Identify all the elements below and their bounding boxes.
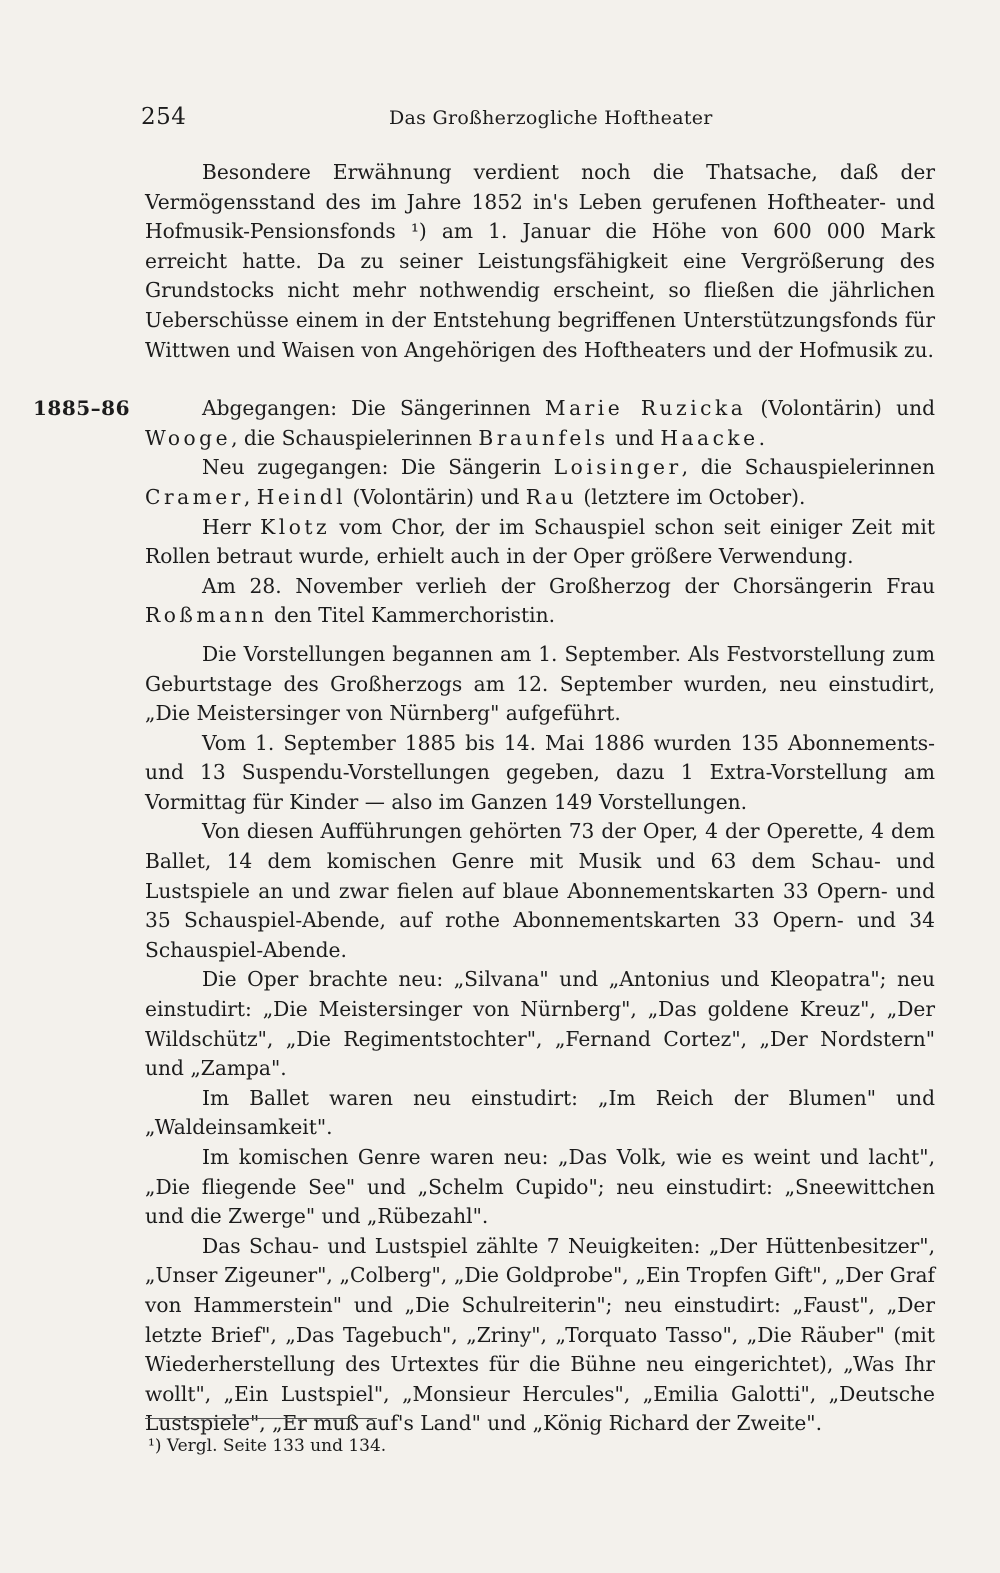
paragraph-rossmann: Am 28. November verlieh der Großherzog der Chorsängerin Frau Roßmann den Titel Kammerchoristin.	[145, 573, 935, 628]
running-title: Das Großherzogliche Hoftheater	[389, 107, 713, 129]
paragraph-arrivals: Neu zugegangen: Die Sängerin Loisinger, die Schauspielerinnen Cramer, Heindl (Volontärin) und Rau (letztere im October).	[145, 455, 935, 509]
person-name: Marie Ruzicka	[544, 396, 747, 421]
paragraph-season-start: Die Vorstellungen begannen am 1. September. Als Festvorstellung zum Geburtstage des Großherzogs am 12. September wurden, neu einstudirt, „Die Meistersinger von Nürnberg" aufgeführt.	[145, 641, 935, 726]
page-header	[141, 104, 941, 138]
paragraph-opera: Die Oper brachte neu: „Silvana" und „Antonius und Kleopatra"; neu einstudirt: „Die Meistersinger von Nürnberg", „Das goldene Kreuz", „Der Wildschütz", „Die Regimentstochter", „Fernand Cortez", „Der Nordstern" und „Zampa".	[145, 967, 935, 1081]
page-number: 254	[141, 104, 187, 130]
person-name: Wooge	[145, 425, 232, 450]
paragraph-ballet: Im Ballet waren neu einstudirt: „Im Reich der Blumen" und „Waldeinsamkeit".	[145, 1085, 935, 1140]
paragraph-drama: Das Schau- und Lustspiel zählte 7 Neuigkeiten: „Der Hüttenbesitzer", „Unser Zigeuner", „Colberg", „Die Goldprobe", „Ein Tropfen Gift", „Der Graf von Hammerstein" und „Die Schulreiterin"; neu einstudirt: „Faust", „Der letzte Brief", „Das Tagebuch", „Zriny", „Torquato Tasso", „Die Räuber" (mit Wiederherstellung des Urtextes für die Bühne neu eingerichtet), „Was Ihr wollt", „Ein Lustspiel", „Monsieur Hercules", „Emilia Galotti", „Deutsche Lustspiele", „Er muß auf's Land" und „König Richard der Zweite".	[145, 1233, 935, 1436]
paragraph-performance-split: Von diesen Aufführungen gehörten 73 der Oper, 4 der Operette, 4 dem Ballet, 14 dem komischen Genre mit Musik und 63 dem Schau- und Lustspiele an und zwar fielen auf blaue Abonnementskarten 33 Opern- und 35 Schauspiel-Abende, auf rothe Abonnementskarten 33 Opern- und 34 Schauspiel-Abende.	[145, 819, 935, 962]
person-name: Cramer	[145, 484, 244, 509]
person-name: Loisinger	[553, 455, 682, 480]
footnote: ¹) Vergl. Seite 133 und 134.	[148, 1436, 387, 1456]
person-name: Roßmann	[145, 603, 268, 628]
person-name: Braunfels	[478, 425, 609, 450]
paragraph-klotz: Herr Klotz vom Chor, der im Schauspiel schon seit einiger Zeit mit Rollen betraut wurde, erhielt auch in der Oper größere Verwendung.	[145, 514, 935, 569]
person-name: Rau	[525, 484, 577, 509]
paragraph-pension-fund: Besondere Erwähnung verdient noch die Thatsache, daß der Vermögensstand des im Jahre 1852 in's Leben gerufenen Hoftheater- und Hofmusik-Pensionsfonds ¹) am 1. Januar die Höhe von 600 000 Mark erreicht hatte. Da zu seiner Leistungsfähigkeit eine Vergrößerung des Grundstocks nicht mehr nothwendig erscheint, so fließen die jährlichen Ueberschüsse einem in der Entstehung begriffenen Unterstützungsfonds für Wittwen und Waisen von Angehörigen des Hoftheaters und der Hofmusik zu.	[145, 160, 935, 362]
person-name: Haacke	[660, 425, 759, 450]
body-text	[145, 158, 935, 1439]
paragraph-departures: Abgegangen: Die Sängerinnen Marie Ruzicka (Volontärin) und Wooge, die Schauspielerinnen Braunfels und Haacke.	[145, 396, 936, 450]
paragraph-performance-count: Vom 1. September 1885 bis 14. Mai 1886 wurden 135 Abonnements- und 13 Suspendu-Vorstellungen gegeben, dazu 1 Extra-Vorstellung am Vormittag für Kinder — also im Ganzen 149 Vorstellungen.	[145, 730, 935, 814]
paragraph-comic-genre: Im komischen Genre waren neu: „Das Volk, wie es weint und lacht", „Die fliegende See" und „Schelm Cupido"; neu einstudirt: „Sneewittchen und die Zwerge" und „Rübezahl".	[145, 1145, 935, 1229]
margin-season-note: 1885–86	[33, 396, 130, 420]
person-name: Heindl	[256, 484, 347, 509]
footnote-divider	[145, 1418, 377, 1419]
person-name: Klotz	[260, 514, 331, 539]
